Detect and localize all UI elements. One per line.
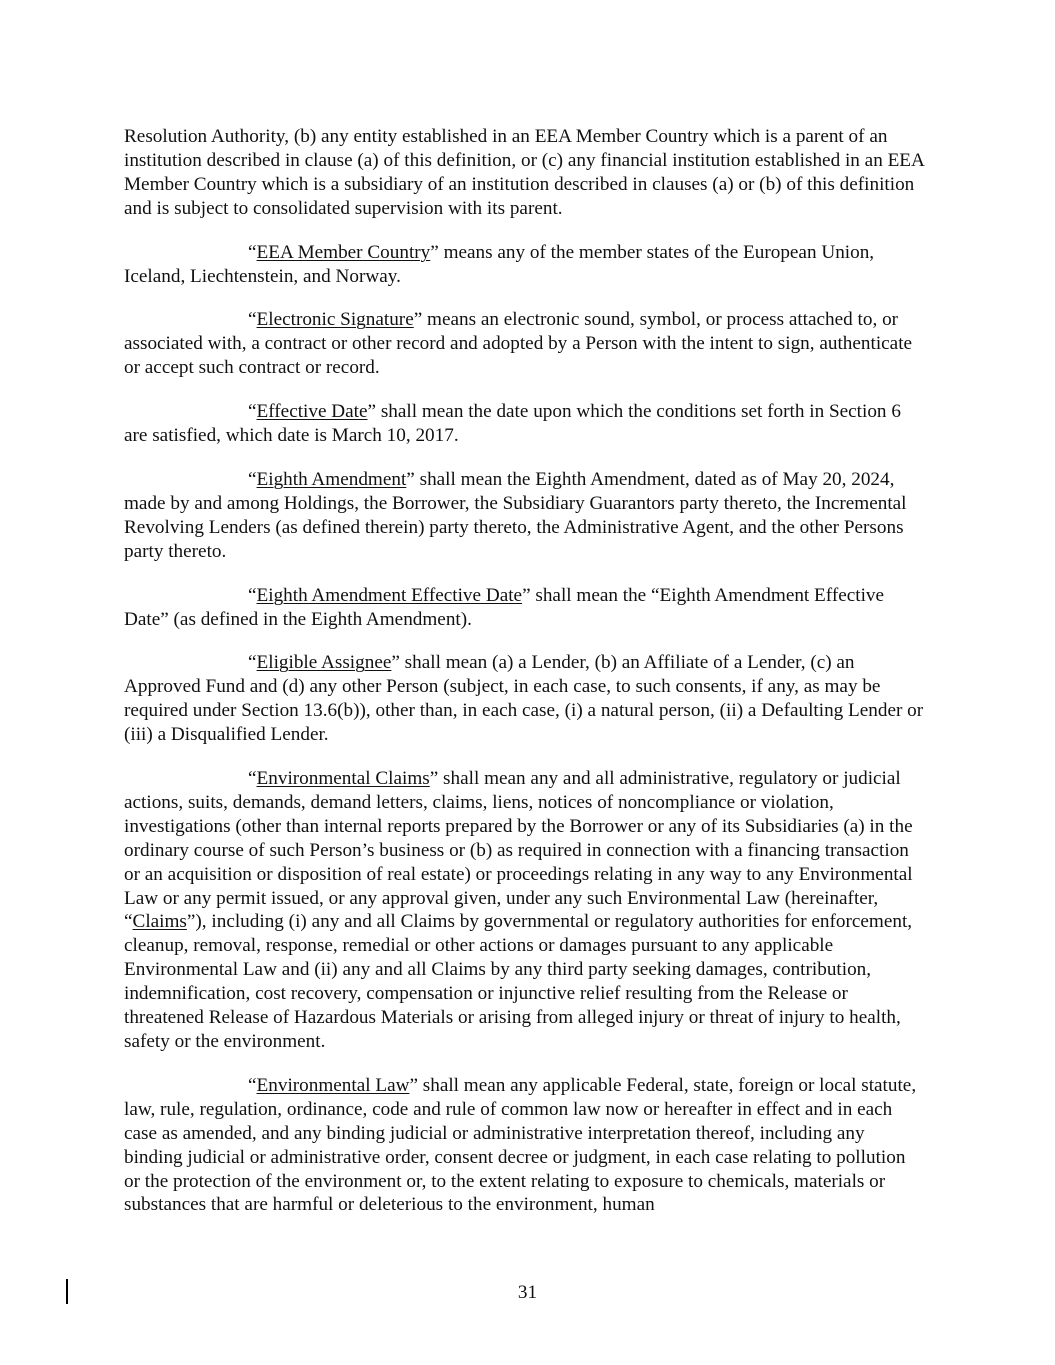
definition-environmental-claims [124, 767, 926, 1054]
page-number: 31 [517, 1282, 538, 1303]
defined-term: Eighth Amendment Effective Date [256, 584, 523, 606]
definition-eligible-assignee [124, 651, 926, 747]
document-body [124, 125, 926, 1237]
definition-text: ” shall mean any and all administrative, regulatory or judicial actions, suits, demands, demand letters, claims, liens, notices of noncompliance or violation, investigations (other than internal reports prepared by the Borrower or any of its Subsidiaries (a) in the ordinary course of such Person’s business or (b) as required in connection with a financing transaction or an acquisition or disposition of real estate) or proceedings relating in any way to any Environmental Law or any permit issued, or any approval given, under any such Environmental Law (hereinafter, “ [124, 768, 913, 933]
definition-text: ” means an electronic sound, symbol, or process attached to, or associated with, a contract or other record and adopted by a Person with the intent to sign, authenticate or accept such contract or record. [124, 309, 913, 379]
definition-text: ” shall mean the date upon which the conditions set forth in Section 6 are satisfied, which date is March 10, 2017. [124, 401, 901, 447]
defined-term: Eighth Amendment [256, 468, 407, 490]
open-quote: “ [248, 1074, 257, 1096]
defined-term: Effective Date [256, 401, 368, 423]
open-quote: “ [248, 401, 257, 423]
defined-term: Electronic Signature [256, 309, 414, 331]
defined-term: EEA Member Country [256, 241, 431, 263]
open-quote: “ [248, 468, 257, 490]
definition-text-continued: ”), including (i) any and all Claims by governmental or regulatory authorities for enforcement, cleanup, removal, response, remedial or other actions or damages pursuant to any applicable Environmental Law and (ii) any and all Claims by any third party seeking damages, contribution, indemnification, cost recovery, compensation or injunctive relief resulting from the Release or threatened Release of Hazardous Materials or arising from alleged injury or threat of injury to health, safety or the environment. [124, 911, 913, 1052]
open-quote: “ [248, 241, 257, 263]
defined-term: Eligible Assignee [256, 652, 392, 674]
definition-eighth-amendment-effective-date [124, 584, 926, 632]
definition-eighth-amendment [124, 468, 926, 564]
paragraph-resolution-authority-continuation: Resolution Authority, (b) any entity established in an EEA Member Country which is a parent of an institution described in clause (a) of this definition, or (c) any financial institution established in an EEA Member Country which is a subsidiary of an institution described in clauses (a) or (b) of this definition and is subject to consolidated supervision with its parent. [124, 126, 924, 219]
definition-text: ” shall mean the “Eighth Amendment Effective Date” (as defined in the Eighth Amendment). [124, 584, 885, 630]
definition-electronic-signature [124, 308, 926, 380]
open-quote: “ [248, 309, 257, 331]
definition-environmental-law [124, 1074, 926, 1217]
definition-text: ” shall mean the Eighth Amendment, dated as of May 20, 2024, made by and among Holdings, the Borrower, the Subsidiary Guarantors party thereto, the Incremental Revolving Lenders (as defined therein) party thereto, the Administrative Agent, and the other Persons party thereto. [124, 468, 907, 562]
defined-term: Environmental Law [256, 1074, 410, 1096]
defined-term-claims: Claims [132, 911, 187, 933]
open-quote: “ [248, 584, 257, 606]
definition-text: ” means any of the member states of the European Union, Iceland, Liechtenstein, and Norway. [124, 241, 875, 287]
definition-eea-member-country [124, 241, 926, 289]
open-quote: “ [248, 652, 257, 674]
definition-text: ” shall mean any applicable Federal, state, foreign or local statute, law, rule, regulation, ordinance, code and rule of common law now or hereafter in effect and in each case as amended, and any binding judicial or administrative interpretation thereof, including any binding judicial or administrative order, consent decree or judgment, in each case relating to pollution or the protection of the environment or, to the extent relating to exposure to chemicals, materials or substances that are harmful or deleterious to the environment, human [124, 1074, 917, 1216]
definition-effective-date [124, 400, 926, 448]
defined-term: Environmental Claims [256, 768, 430, 790]
definition-text: ” shall mean (a) a Lender, (b) an Affiliate of a Lender, (c) an Approved Fund and (d) any other Person (subject, in each case, to such consents, if any, as may be required under Section 13.6(b)), other than, in each case, (i) a natural person, (ii) a Defaulting Lender or (iii) a Disqualified Lender. [124, 652, 924, 746]
open-quote: “ [248, 768, 257, 790]
